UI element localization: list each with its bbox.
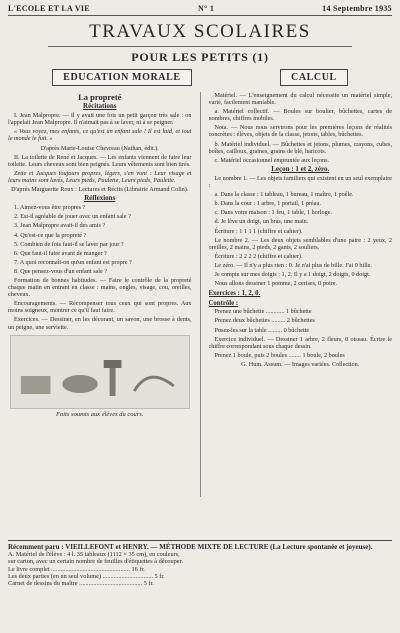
text-paragraph: Formation de bonnes habitudes. — Faire le contrôle de la propreté chaque matin en entrant en classe : mains, ongles, visage, cou, oreilles, cheveux. xyxy=(8,276,192,299)
title-divider xyxy=(48,46,352,47)
text-paragraph: Nota. — Nous nous servirons pour les premières leçons de réalités concrètes : élèves, objets de la classe, jetons, tables, bûchettes. xyxy=(208,124,392,139)
text-paragraph: Matériel. — L'enseignement du calcul nécessite un matériel simple, varié, facilement maniable. xyxy=(208,92,392,107)
text-paragraph: Encouragements. — Récompenser tous ceux qui sont propres. Aux moins soigneux, montrer ce qu'il faut faire. xyxy=(8,300,192,315)
source-credit: D'après Marie-Louise Chevreau (Nathan, édit.). xyxy=(40,144,159,152)
text-paragraph: d. Je lève un doigt, un bras, une main. xyxy=(214,218,309,226)
page-title: TRAVAUX SCOLAIRES xyxy=(89,21,311,42)
issue-number: N° 1 xyxy=(197,4,215,13)
text-paragraph: Le nombre 2. — Les deux objets semblables d'une paire : 2 yeux, 2 oreilles, 2 mains, 2 pieds, 2 gants, 2 souliers. xyxy=(208,236,392,251)
section-moral-education: EDUCATION MORALE xyxy=(52,69,191,86)
poem-lines: Zette et Jacques toujours propres, légers, s'en vont : Leur visage et leurs mains sont lavés, Leurs pieds, Paulette, Leurs pieds, Paulette. xyxy=(8,169,192,184)
question-item: 2. Est-il agréable de jouer avec un enfant sale ? xyxy=(14,213,131,221)
notice-title: Récemment paru : VIEILLEFONT et HENRY. — MÉTHODE MIXTE DE LECTURE (La Lecture spontanée et joyeuse). xyxy=(8,543,373,551)
text-paragraph: Exercices. — Dessiner, en les décorant, un savon, une brosse à dents, un peigne, une serviette. xyxy=(8,316,192,331)
question-item: 8. Que pensez-vous d'un enfant sale ? xyxy=(14,267,108,275)
question-item: 7. A quoi reconnaît-on qu'un enfant est propre ? xyxy=(14,258,132,266)
journal-header xyxy=(8,4,392,16)
question-item: 5. Combien de fois faut-il se laver par jour ? xyxy=(14,240,124,248)
control-line: Prenez deux bûchettes ......... 2 bûchettes xyxy=(214,317,315,325)
recitations-heading: Récitations xyxy=(83,102,117,111)
lesson-heading: Leçon : 1 et 2, zéro. xyxy=(271,164,330,173)
journal-name: L'ECOLE ET LA VIE xyxy=(8,4,90,13)
question-item: 3. Jean Malpropre avait-il des amis ? xyxy=(14,222,106,230)
text-paragraph: Écriture : 2 2 2 2 (chiffre et cahier). xyxy=(214,252,303,260)
text-paragraph: b. Dans la cour : 1 arbre, 1 portail, 1 préau. xyxy=(214,200,322,208)
text-paragraph: Écriture : 1 1 1 1 (chiffre et cahier). xyxy=(214,227,303,235)
control-heading: Contrôle : xyxy=(208,300,239,308)
illustration-caption: Faits soumis aux élèves du cours. xyxy=(56,410,144,418)
reflections-heading: Réflexions xyxy=(84,194,116,203)
control-line: Posez-les sur la table ......... 0 bûchette xyxy=(214,326,310,334)
question-item: 1. Aimez-vous être propres ? xyxy=(14,204,86,212)
text-paragraph: Nous allons dessiner 1 pomme, 2 cerises, 0 poire. xyxy=(214,280,338,288)
text-paragraph: c. Matériel occasionnel empruntée aux leçons. xyxy=(214,156,330,164)
left-column xyxy=(8,92,192,497)
illustration-image xyxy=(10,335,190,409)
text-paragraph: II. La toilette de René et Jacques. — Les enfants viennent de faire leur toilette. Leurs cheveux sont bien peignés. Leurs vêtements sont bien tirés. xyxy=(8,153,192,168)
text-paragraph: c. Dans votre maison : 1 feu, 1 table, 1 horloge. xyxy=(214,209,333,217)
price-line: Carnet de dessins du maître ........................................ 5 fr. xyxy=(8,580,154,588)
text-paragraph: b. Matériel individuel. — Bûchettes et jetons, plumes, crayons, cubes, boîtes, cailloux, graines, grains de blé, haricots. xyxy=(208,140,392,155)
notice-line: A. Matériel de l'élève : 4 l. 35 tableaux (1112 × 35 cm), en couleurs, xyxy=(8,551,180,559)
right-column xyxy=(209,92,393,497)
issue-date: 14 Septembre 1935 xyxy=(322,4,392,13)
column-divider xyxy=(200,92,201,497)
signature: G. Hum. Assum. — Images variées. Collection. xyxy=(241,360,360,368)
section-arithmetic: CALCUL xyxy=(280,69,348,86)
question-item: 4. Qu'est-ce que la propreté ? xyxy=(14,231,87,239)
text-paragraph: I. Jean Malpropre. — Il y avait une fois un petit garçon très sale : on l'appelait Jean Malpropre. Il n'aimait pas à se laver, ni à se peigner. xyxy=(8,112,192,127)
lesson-heading: La propreté xyxy=(78,92,122,102)
text-paragraph: « Vous voyez, mes enfants, ce qu'est un enfant sale ! Il est laid, et tout le monde le fuit. » xyxy=(8,128,192,143)
text-paragraph: a. Matériel collectif. — Boules sur boulier, bûchettes, cartes de nombres, chiffres mobiles. xyxy=(208,108,392,123)
text-paragraph: Exercice individuel. — Dessiner 1 arbre, 2 fleurs, 0 oiseau. Écrire le chiffre correspondant sous chaque dessin. xyxy=(208,335,392,350)
text-paragraph: Le zéro. — Il n'y a plus rien : 0. Je n'ai plus de bille. J'ai 0 bille. xyxy=(214,261,372,269)
exercises-heading: Exercices : 1, 2, 0. xyxy=(208,290,261,298)
page-subtitle: POUR LES PETITS (1) xyxy=(131,50,269,64)
control-line: Prenez une bûchette ............ 1 bûchette xyxy=(214,308,312,316)
notice-line: sur carton, avec un certain nombre de feuilles d'étiquettes à découper. xyxy=(8,558,183,566)
price-line: Les deux parties (en un seul volume) ................................ 5 fr. xyxy=(8,572,165,580)
two-column-body xyxy=(8,92,392,497)
text-paragraph: Je compte sur mes doigts : 1, 2. Il y a 1 doigt, 2 doigts, 0 doigt. xyxy=(214,270,371,278)
publication-notice xyxy=(8,540,392,587)
source-credit: D'après Marguerite Roux : Lectures et Récits (Librairie Armand Colin). xyxy=(11,186,189,194)
text-paragraph: a. Dans la classe : 1 tableau, 1 bureau, 1 maître, 1 poêle. xyxy=(214,191,354,199)
section-headers xyxy=(8,69,392,86)
text-paragraph: Le nombre 1. — Les objets familiers qui existent en un seul exemplaire : xyxy=(208,174,392,190)
text-paragraph: Prenez 1 boule, puis 2 boules ........ 1 boule, 2 boules xyxy=(214,351,345,359)
price-line: Le livre complet .................................................. 16 fr. xyxy=(8,565,145,573)
question-item: 6. Que faut-il faire avant de manger ? xyxy=(14,249,107,257)
